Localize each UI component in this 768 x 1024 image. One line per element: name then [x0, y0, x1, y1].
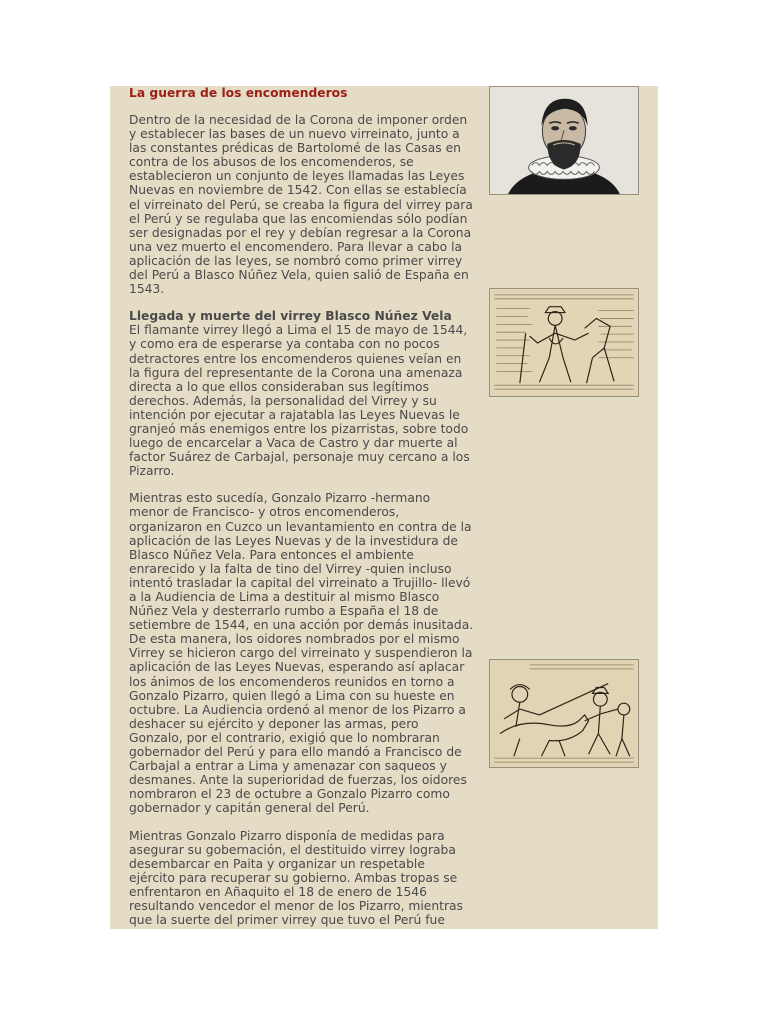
- battle-drawing-icon: [490, 660, 638, 767]
- article-title: La guerra de los encomenderos: [129, 86, 348, 100]
- chronicle-drawing-icon: [490, 289, 638, 396]
- portrait-engraving-icon: [490, 87, 638, 194]
- section-heading: Llegada y muerte del virrey Blasco Núñez Vela: [129, 309, 452, 324]
- article-text-column: [129, 86, 474, 927]
- section-paragraph-2: Mientras esto sucedía, Gonzalo Pizarro -hermano menor de Francisco- y otros encomenderos, organizaron en Cuzco un levantamiento en contra de la aplicación de las Leyes Nuevas y de la investidura de Blasco Núñez Vela. Para entonces el ambiente enrarecido y la falta de tino del Virrey -quien incluso intentó trasladar la capital del virreinato a Trujillo- llevó a la Audiencia de Lima a destituir al mismo Blasco Núñez Vela y desterrarlo rumbo a España el 18 de setiembre de 1544, en una acción por demás inusitada. De esta manera, los oidores nombrados por el mismo Virrey se hicieron cargo del virreinato y suspendieron la aplicación de las Leyes Nuevas, esperando así aplacar los ánimos de los encomenderos reunidos en torno a Gonzalo Pizarro, quien llegó a Lima con su hueste en octubre. La Audiencia ordenó al menor de los Pizarro a deshacer su ejército y deponer las armas, pero Gonzalo, por el contrario, exigió que lo nombraran gobernador del Perú y para ello mandó a Francisco de Carbajal a entrar a Lima y amenazar con saqueos y desmanes. Ante la superioridad de fuerzas, los oidores nombraron el 23 de octubre a Gonzalo Pizarro como gobernador y capitán general del Perú.: [129, 491, 474, 816]
- portrait-image: [489, 86, 639, 195]
- intro-paragraph: Dentro de la necesidad de la Corona de imponer orden y establecer las bases de un nuevo virreinato, junto a las constantes prédicas de Bartolomé de las Casas en contra de los abusos de los encomenderos, se establecieron un conjunto de leyes llamadas las Leyes Nuevas en noviembre de 1542. Con ellas se establecía el virreinato del Perú, se creaba la figura del virrey para el Perú y se regulaba que las encomiendas sólo podían ser designadas por el rey y debían regresar a la Corona una vez muerto el encomendero. Para llevar a cabo la aplicación de las leyes, se nombró como primer virrey del Perú a Blasco Núñez Vela, quien salió de España en 1543.: [129, 113, 473, 297]
- section-paragraph-1: El flamante virrey llegó a Lima el 15 de mayo de 1544, y como era de esperarse ya contaba con no pocos detractores entre los encomenderos quienes veían en la figura del representante de la Corona una amenaza directa a lo que ellos consideraban sus legítimos derechos. Además, la personalidad del Virrey y su intención por ejecutar a rajatabla las Leyes Nuevas le granjeó más enemigos entre los pizarristas, sobre todo luego de encarcelar a Vaca de Castro y dar muerte al factor Suárez de Carbajal, personaje muy cercano a los Pizarro.: [129, 323, 470, 479]
- article-panel: [110, 86, 658, 929]
- chronicle-image: [489, 288, 639, 397]
- battle-image: [489, 659, 639, 768]
- section-paragraph-3: Mientras Gonzalo Pizarro disponía de medidas para asegurar su gobernación, el destituido virrey lograba desembarcar en Paita y organizar un respetable ejército para recuperar su gobierno. Ambas tropas se enfrentaron en Añaquito el 18 de enero de 1546 resultando vencedor el menor de los Pizarro, mientras que la suerte del primer virrey que tuvo el Perú fue: [129, 828, 463, 928]
